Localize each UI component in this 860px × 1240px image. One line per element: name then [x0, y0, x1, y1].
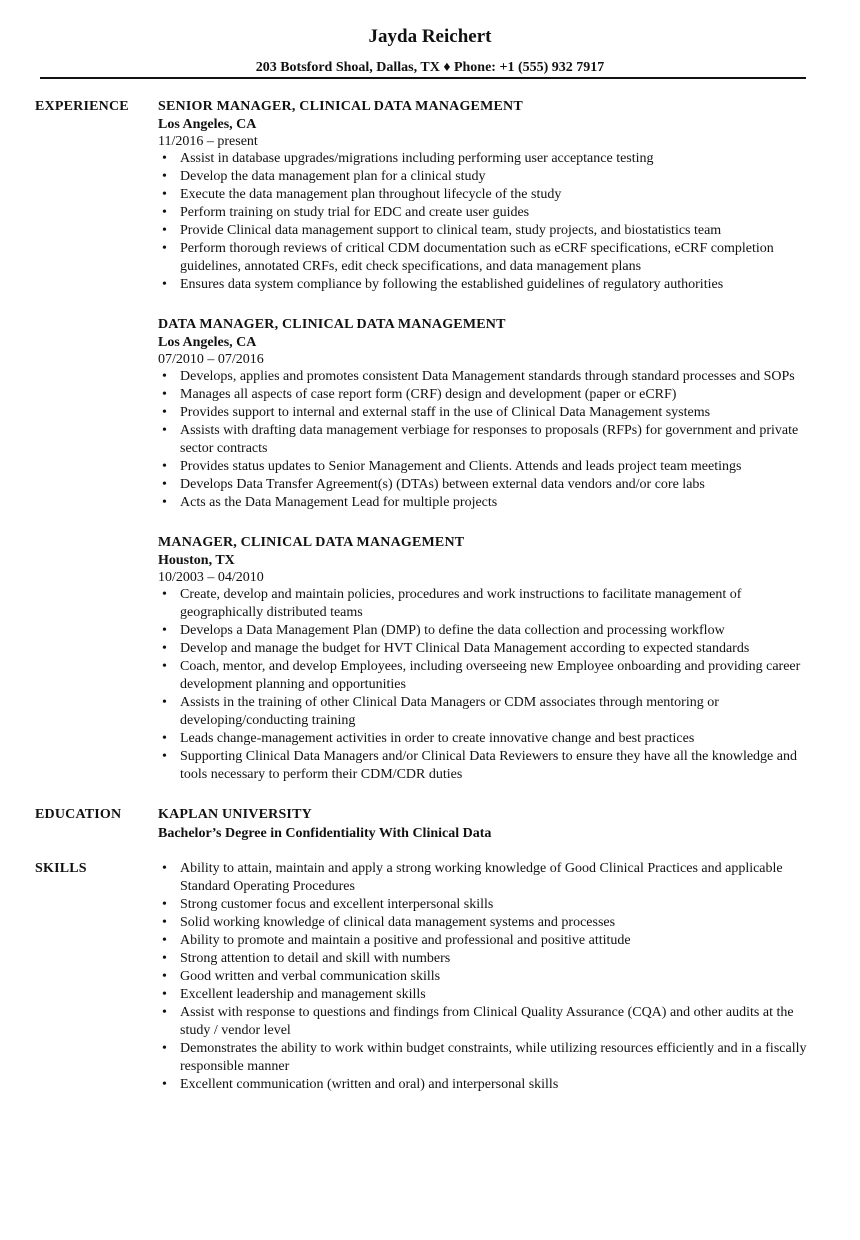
- skills-list: [158, 860, 818, 1094]
- school-name: KAPLAN UNIVERSITY: [158, 807, 312, 822]
- skills-section: [0, 860, 860, 1094]
- skill-item: • Strong customer focus and excellent interpersonal skills: [158, 896, 818, 914]
- job-location: Los Angeles, CA: [158, 335, 257, 350]
- skill-item: • Demonstrates the ability to work within budget constraints, while utilizing resources efficiently and in a fiscally responsible manner: [158, 1040, 818, 1076]
- duty-item: • Develop and manage the budget for HVT Clinical Data Management according to expected standards: [158, 640, 818, 658]
- duty-item: • Leads change-management activities in order to create innovative change and best practices: [158, 730, 818, 748]
- duty-item: • Manages all aspects of case report form (CRF) design and development (paper or eCRF): [158, 386, 818, 404]
- experience-list: [158, 98, 818, 784]
- skill-item: • Good written and verbal communication skills: [158, 968, 818, 986]
- job-title: MANAGER, CLINICAL DATA MANAGEMENT: [158, 535, 465, 550]
- header-divider: [40, 77, 806, 79]
- resume-body: [0, 98, 860, 1094]
- job-title: DATA MANAGER, CLINICAL DATA MANAGEMENT: [158, 317, 506, 332]
- job-entry: [158, 534, 818, 784]
- job-duties: [158, 150, 818, 294]
- skill-item: • Strong attention to detail and skill with numbers: [158, 950, 818, 968]
- job-title: SENIOR MANAGER, CLINICAL DATA MANAGEMENT: [158, 99, 523, 114]
- duty-item: • Supporting Clinical Data Managers and/or Clinical Data Reviewers to ensure they have all the knowledge and tools necessary to perform their CDM/CDR duties: [158, 748, 818, 784]
- duty-item: • Assist in database upgrades/migrations including performing user acceptance testing: [158, 150, 818, 168]
- duty-item: • Execute the data management plan throughout lifecycle of the study: [158, 186, 818, 204]
- job-dates: 10/2003 – 04/2010: [158, 570, 264, 585]
- duty-item: • Assists with drafting data management verbiage for responses to proposals (RFPs) for government and private sector contracts: [158, 422, 818, 458]
- skill-item: • Excellent communication (written and oral) and interpersonal skills: [158, 1076, 818, 1094]
- contact-line: 203 Botsford Shoal, Dallas, TX ♦ Phone: +1 (555) 932 7917: [255, 60, 605, 75]
- duty-item: • Develop the data management plan for a clinical study: [158, 168, 818, 186]
- job-location: Los Angeles, CA: [158, 117, 257, 132]
- duty-item: • Ensures data system compliance by following the established guidelines of regulatory authorities: [158, 276, 818, 294]
- job-entry: [158, 98, 818, 294]
- experience-section: [0, 98, 860, 784]
- duty-item: • Coach, mentor, and develop Employees, including overseeing new Employee onboarding and providing career development planning and opportunities: [158, 658, 818, 694]
- candidate-name: Jayda Reichert: [368, 26, 492, 47]
- duty-item: • Acts as the Data Management Lead for multiple projects: [158, 494, 818, 512]
- education-section: [0, 806, 860, 843]
- skill-item: • Ability to attain, maintain and apply a strong working knowledge of Good Clinical Practices and applicable Standard Operating Procedures: [158, 860, 818, 896]
- section-label-experience: EXPERIENCE: [35, 99, 129, 114]
- skills-body: [158, 860, 818, 1094]
- skill-item: • Assist with response to questions and findings from Clinical Quality Assurance (CQA) and other audits at the study / vendor level: [158, 1004, 818, 1040]
- job-dates: 11/2016 – present: [158, 134, 258, 149]
- duty-item: • Provide Clinical data management support to clinical team, study projects, and biostatistics team: [158, 222, 818, 240]
- section-label-education: EDUCATION: [35, 807, 122, 822]
- job-duties: [158, 368, 818, 512]
- duty-item: • Develops a Data Management Plan (DMP) to define the data collection and processing workflow: [158, 622, 818, 640]
- job-location: Houston, TX: [158, 553, 235, 568]
- duty-item: • Develops Data Transfer Agreement(s) (DTAs) between external data vendors and/or core labs: [158, 476, 818, 494]
- duty-item: • Assists in the training of other Clinical Data Managers or CDM associates through mentoring or developing/conducting training: [158, 694, 818, 730]
- job-duties: [158, 586, 818, 784]
- job-entry: [158, 316, 818, 512]
- skill-item: • Solid working knowledge of clinical data management systems and processes: [158, 914, 818, 932]
- duty-item: • Provides support to internal and external staff in the use of Clinical Data Management systems: [158, 404, 818, 422]
- duty-item: • Perform training on study trial for EDC and create user guides: [158, 204, 818, 222]
- duty-item: • Create, develop and maintain policies, procedures and work instructions to facilitate management of geographically distributed teams: [158, 586, 818, 622]
- duty-item: • Perform thorough reviews of critical CDM documentation such as eCRF specifications, eCRF completion guidelines, annotated CRFs, edit check specifications, and data management plans: [158, 240, 818, 276]
- duty-item: • Provides status updates to Senior Management and Clients. Attends and leads project team meetings: [158, 458, 818, 476]
- duty-item: • Develops, applies and promotes consistent Data Management standards through standard processes and SOPs: [158, 368, 818, 386]
- skill-item: • Excellent leadership and management skills: [158, 986, 818, 1004]
- skill-item: • Ability to promote and maintain a positive and professional and positive attitude: [158, 932, 818, 950]
- degree: Bachelor’s Degree in Confidentiality With Clinical Data: [158, 826, 492, 841]
- section-label-skills: SKILLS: [35, 861, 87, 876]
- job-dates: 07/2010 – 07/2016: [158, 352, 264, 367]
- education-entry: [158, 806, 818, 843]
